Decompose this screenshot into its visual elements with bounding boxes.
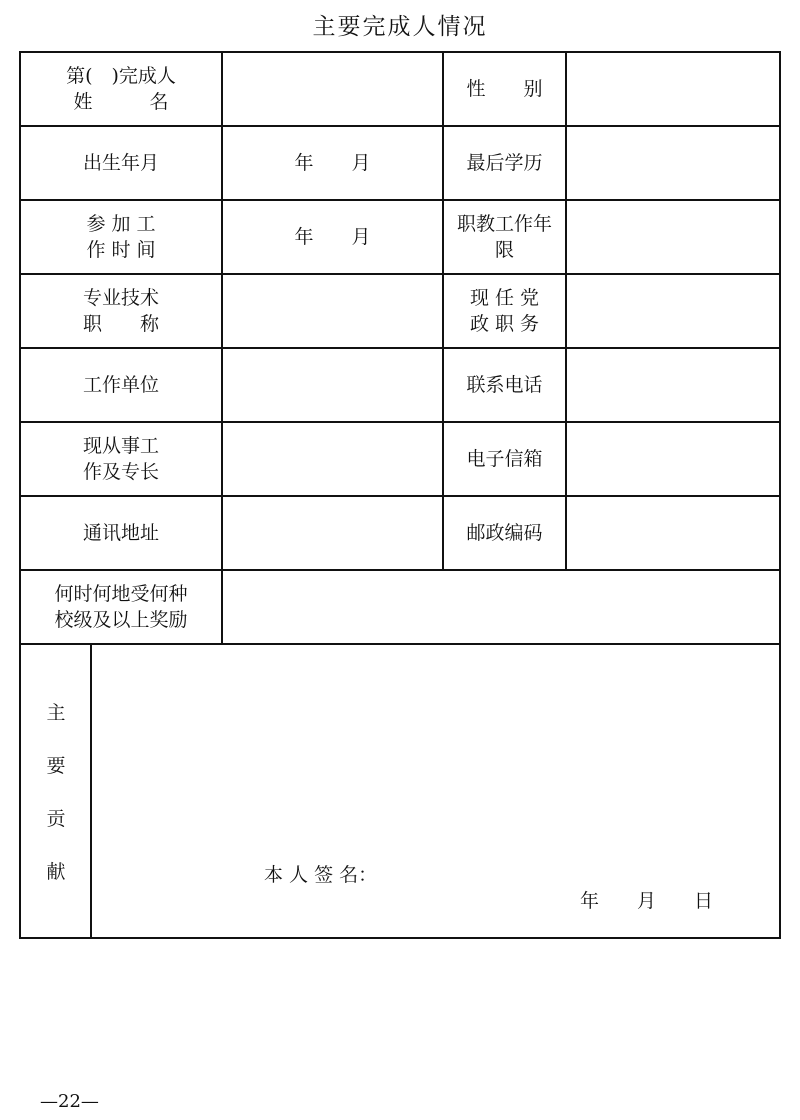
email-value-cell[interactable] [567, 423, 779, 495]
work-start-value-cell[interactable]: 年 月 [294, 226, 371, 248]
party-post-label-cell [444, 275, 565, 347]
employer-value-cell[interactable] [223, 349, 442, 421]
title-value-cell[interactable] [223, 275, 442, 347]
specialty-label-line2: 作及专长 [82, 461, 159, 483]
title-label-line1: 专业技术 [82, 287, 159, 309]
party-post-label-line2: 政 职 务 [469, 313, 540, 335]
education-value-cell[interactable] [567, 127, 779, 199]
work-start-label-line2: 作 时 间 [86, 239, 156, 261]
specialty-label-cell [21, 423, 221, 495]
birth-date-value-cell[interactable]: 年 月 [294, 152, 371, 174]
signature-label: 本 人 签 名： [264, 864, 378, 886]
personnel-info-table [19, 51, 781, 939]
contribution-label [21, 687, 91, 899]
page-number: —22— [40, 1091, 99, 1112]
party-post-label-line1: 现 任 党 [469, 287, 540, 309]
signature-date: 年 月 日 [580, 890, 714, 912]
awards-label-line2: 校级及以上奖励 [54, 609, 188, 631]
email-label: 电子信箱 [466, 448, 543, 470]
postcode-label: 邮政编码 [466, 522, 543, 544]
postcode-value-cell[interactable] [567, 497, 779, 569]
contribution-label-char: 贡 [46, 808, 66, 830]
work-start-label-cell [21, 201, 221, 273]
name-label: 姓 名 [73, 91, 169, 113]
phone-label: 联系电话 [466, 374, 543, 396]
awards-label-line1: 何时何地受何种 [54, 583, 188, 605]
education-label: 最后学历 [466, 152, 543, 174]
contribution-label-char: 要 [46, 755, 66, 777]
employer-label: 工作单位 [82, 374, 159, 396]
name-label-cell [21, 53, 221, 125]
gender-label: 性 别 [466, 78, 543, 100]
phone-value-cell[interactable] [567, 349, 779, 421]
awards-label-cell [21, 571, 221, 643]
address-value-cell[interactable] [223, 497, 442, 569]
gender-value-cell[interactable] [567, 53, 779, 125]
specialty-label-line1: 现从事工 [82, 435, 159, 457]
name-value-cell[interactable] [223, 53, 442, 125]
awards-value-cell[interactable] [223, 571, 779, 643]
address-label: 通讯地址 [82, 522, 159, 544]
form-title: 主要完成人情况 [312, 14, 488, 40]
specialty-value-cell[interactable] [223, 423, 442, 495]
teaching-years-label-cell [444, 201, 565, 273]
teaching-years-value-cell[interactable] [567, 201, 779, 273]
work-start-label-line1: 参 加 工 [86, 213, 156, 235]
rank-label: 第( )完成人 [66, 65, 176, 87]
teaching-years-label-line2: 限 [494, 239, 514, 261]
teaching-years-label-line1: 职教工作年 [456, 213, 552, 235]
title-label-line2: 职 称 [82, 313, 159, 335]
title-label-cell [21, 275, 221, 347]
party-post-value-cell[interactable] [567, 275, 779, 347]
contribution-label-char: 献 [46, 861, 66, 883]
birth-date-label: 出生年月 [82, 152, 159, 174]
contribution-label-char: 主 [46, 702, 66, 724]
